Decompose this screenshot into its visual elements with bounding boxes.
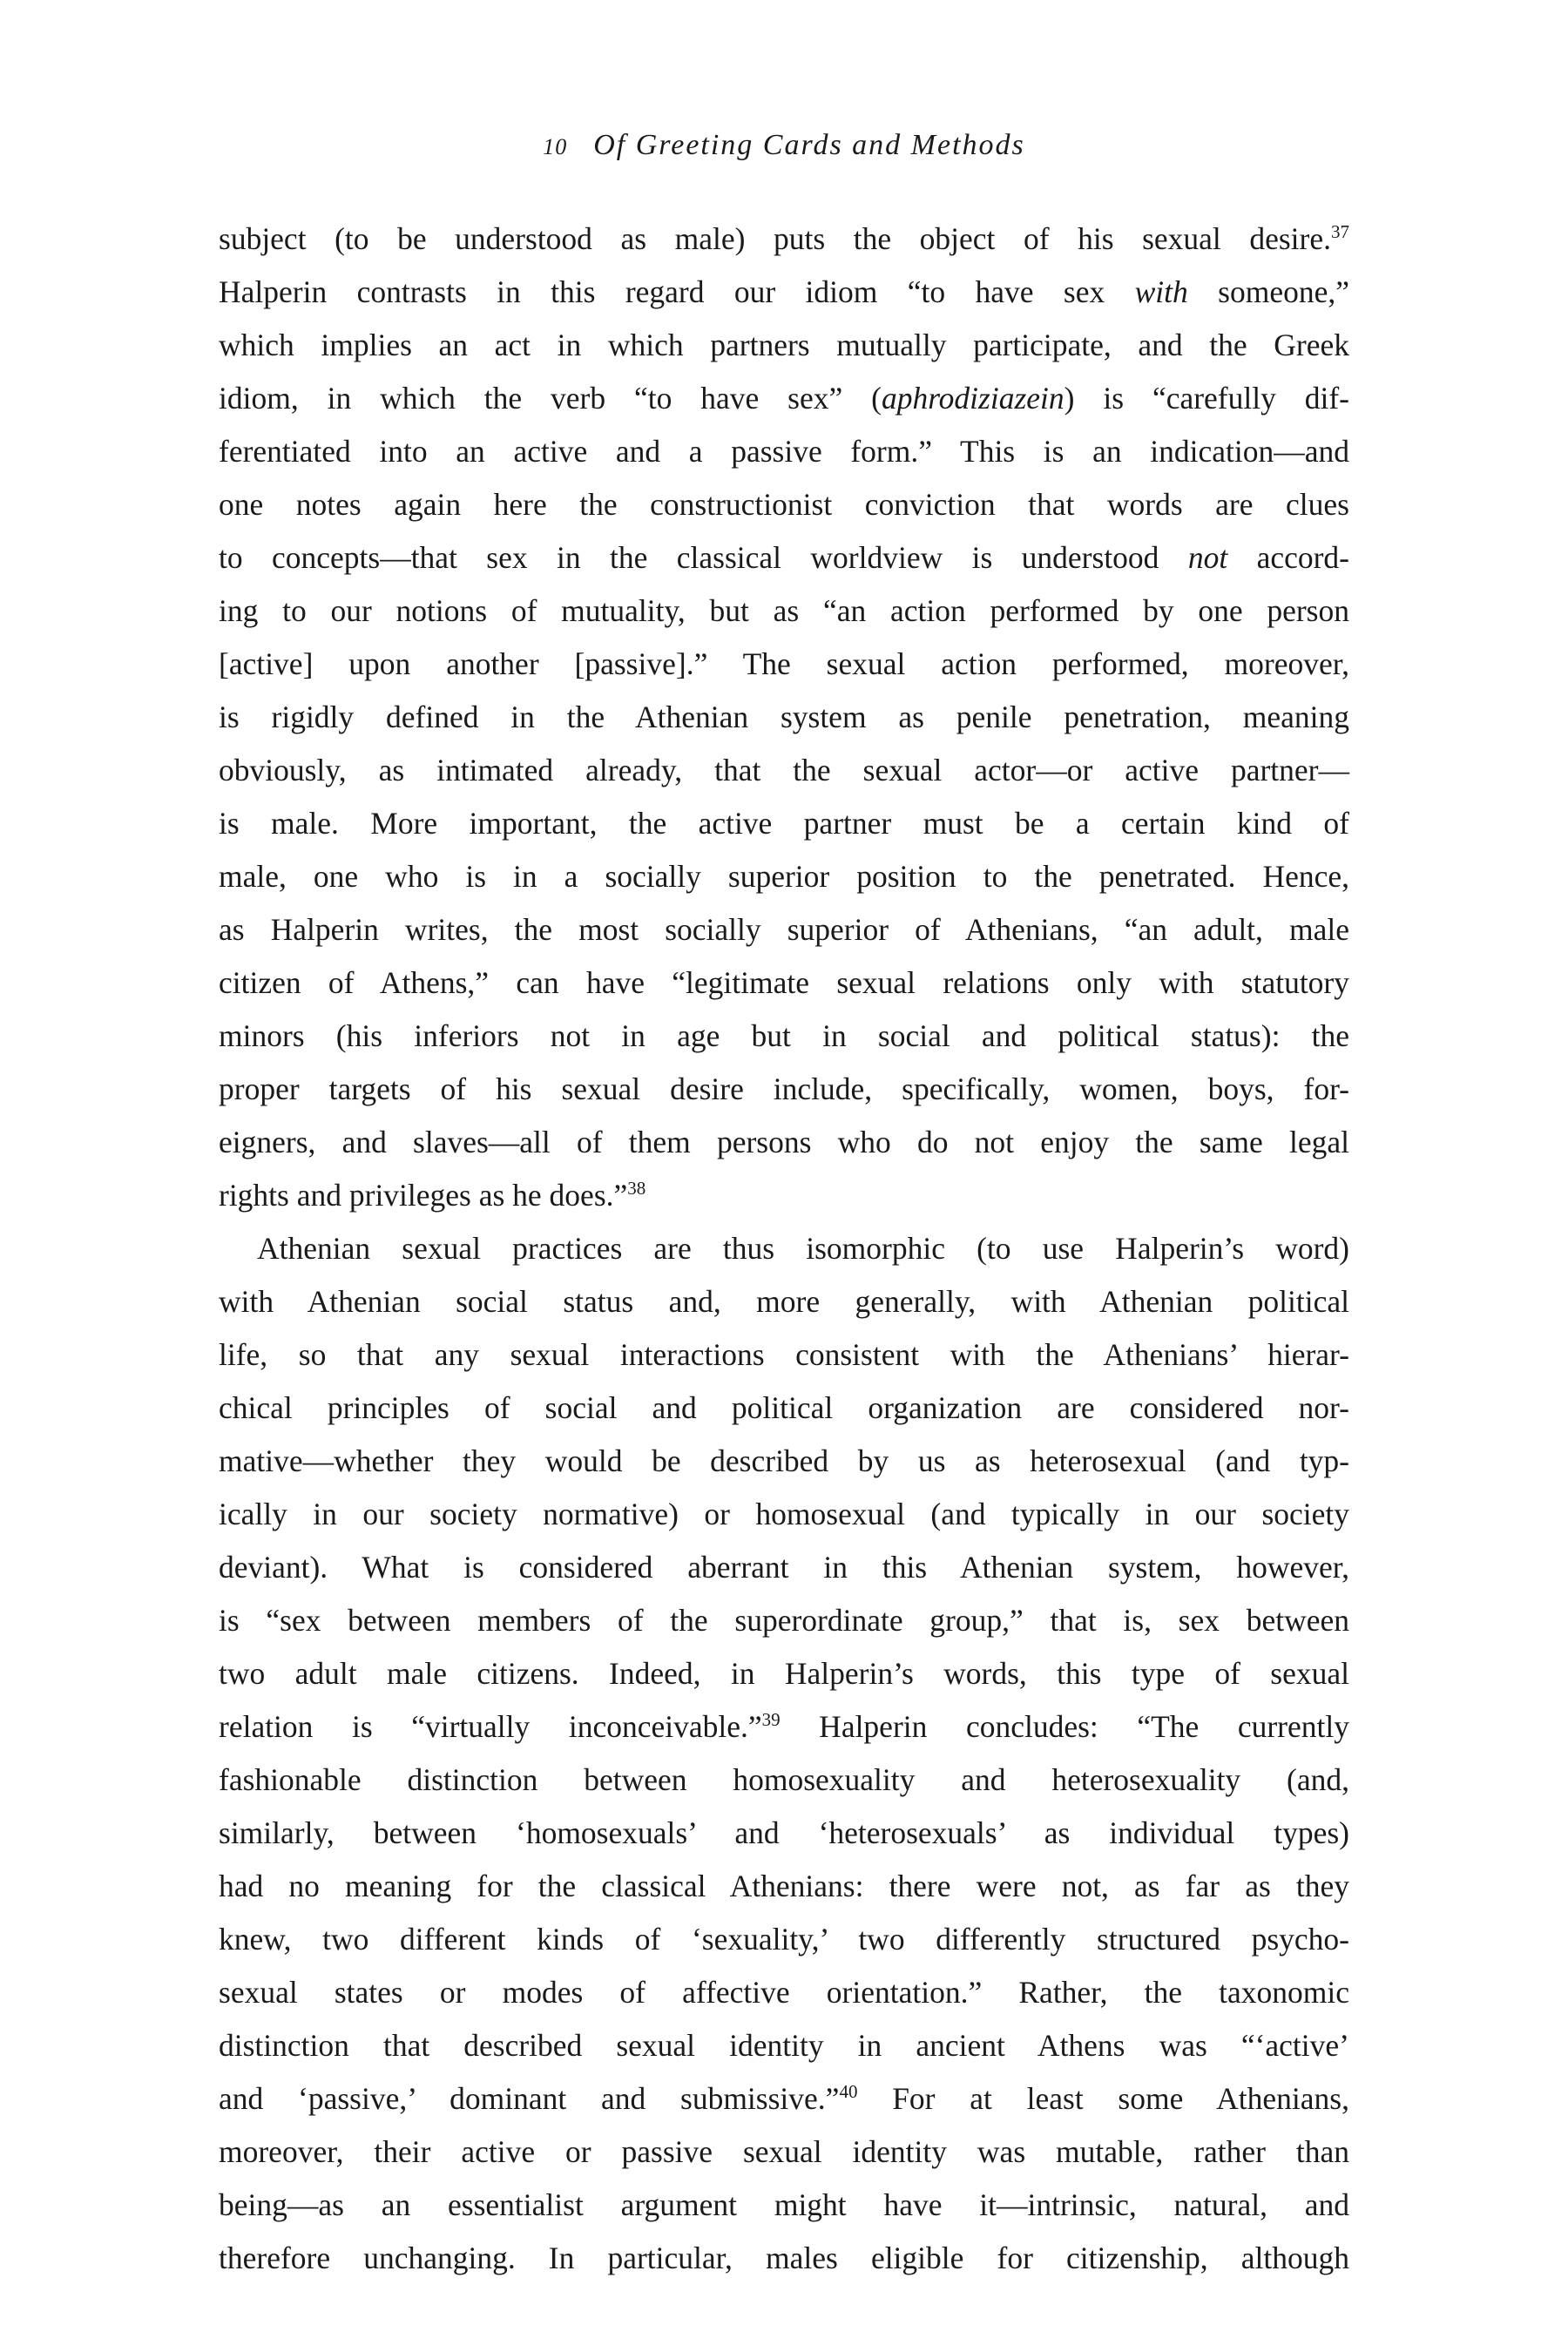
text-line [219,691,1349,744]
text-run: Halperin contrasts in this regard our idiom “to have sex [219,274,1135,309]
text-run: life, so that any sexual interactions consistent with the Athenians’ hierar- [219,1337,1349,1372]
text-run: For at least some Athenians, [857,2081,1349,2116]
text-line [219,956,1349,1010]
text-run: ferentiated into an active and a passive form.” This is an indication—and [219,434,1349,469]
text-line [219,425,1349,478]
text-line [219,638,1349,691]
text-run: ically in our society normative) or homosexual (and typically in our society [219,1497,1349,1531]
text-run: being—as an essentialist argument might have it—intrinsic, natural, and [219,2187,1349,2222]
text-run: citizen of Athens,” can have “legitimate sexual relations only with statutory [219,965,1349,1000]
text-line [219,1807,1349,1860]
body-text [219,213,1349,2285]
text-line [219,1222,1349,1275]
text-run: is “sex between members of the superordinate group,” that is, sex between [219,1603,1349,1638]
text-line [219,850,1349,903]
text-line [219,531,1349,585]
text-run: similarly, between ‘homosexuals’ and ‘heterosexuals’ as individual types) [219,1815,1349,1850]
text-run: two adult male citizens. Indeed, in Halperin’s words, this type of sexual [219,1656,1349,1691]
text-line [219,1647,1349,1700]
text-line [219,1700,1349,1754]
text-line [219,1860,1349,1913]
text-run: obviously, as intimated already, that the sexual actor—or active partner— [219,753,1349,787]
text-run: is male. More important, the active partner must be a certain kind of [219,806,1349,841]
text-line [219,744,1349,797]
text-line [219,372,1349,425]
text-run: is rigidly defined in the Athenian system as penile penetration, meaning [219,700,1349,734]
text-run: subject (to be understood as male) puts the object of his sexual desire. [219,221,1331,256]
text-run: sexual states or modes of affective orientation.” Rather, the taxonomic [219,1975,1349,2010]
text-line [219,1966,1349,2019]
italic-text: not [1187,540,1228,575]
text-run: knew, two different kinds of ‘sexuality,’ two differently structured psycho- [219,1922,1349,1957]
text-run: one notes again here the constructionist conviction that words are clues [219,487,1349,522]
text-run: and ‘passive,’ dominant and submissive.” [219,2081,840,2116]
text-run: which implies an act in which partners mutually participate, and the Greek [219,328,1349,362]
text-run: ing to our notions of mutuality, but as “an action performed by one person [219,593,1349,628]
text-line [219,1913,1349,1966]
text-run: male, one who is in a socially superior position to the penetrated. Hence, [219,859,1349,894]
page-number: 10 [543,134,568,159]
text-run: minors (his inferiors not in age but in social and political status): the [219,1018,1349,1053]
text-run: ) is “carefully dif- [1064,381,1349,416]
text-run: mative—whether they would be described by us as heterosexual (and typ- [219,1443,1349,1478]
text-line [219,2072,1349,2126]
footnote-ref: 40 [839,2081,858,2102]
text-run: accord- [1227,540,1350,575]
text-run: had no meaning for the classical Athenians: there were not, as far as they [219,1869,1349,1903]
text-line [219,478,1349,531]
text-line [219,1169,1349,1222]
text-line [219,1063,1349,1116]
text-line [219,903,1349,956]
text-run: therefore unchanging. In particular, males eligible for citizenship, although [219,2240,1349,2275]
text-run: with Athenian social status and, more generally, with Athenian political [219,1284,1349,1319]
text-line [219,319,1349,372]
text-line [219,1116,1349,1169]
footnote-ref: 37 [1331,221,1349,242]
running-title: Of Greeting Cards and Methods [593,129,1025,161]
text-line [219,797,1349,850]
text-run: to concepts—that sex in the classical worldview is understood [219,540,1188,575]
text-run: distinction that described sexual identity in ancient Athens was “‘active’ [219,2028,1349,2063]
text-run: moreover, their active or passive sexual identity was mutable, rather than [219,2134,1349,2169]
text-line [219,1328,1349,1382]
text-line [219,1541,1349,1594]
italic-text: aphrodiziazein [881,381,1064,416]
text-run: Halperin concludes: “The currently [780,1709,1349,1744]
text-run: proper targets of his sexual desire include, specifically, women, boys, for- [219,1071,1349,1106]
text-line [219,2179,1349,2232]
italic-text: with [1134,274,1188,309]
text-run: relation is “virtually inconceivable.” [219,1709,762,1744]
text-run: chical principles of social and political organization are considered nor- [219,1390,1349,1425]
text-run: idiom, in which the verb “to have sex” ( [219,381,882,416]
footnote-ref: 38 [627,1178,646,1199]
text-line [219,1275,1349,1328]
text-line [219,213,1349,266]
text-line [219,1010,1349,1063]
text-line [219,1754,1349,1807]
running-header [0,129,1568,162]
text-line [219,1488,1349,1541]
text-run: Athenian sexual practices are thus isomorphic (to use Halperin’s word) [257,1231,1349,1266]
text-run: as Halperin writes, the most socially superior of Athenians, “an adult, male [219,912,1349,947]
text-run: rights and privileges as he does.” [219,1178,628,1213]
text-line [219,1594,1349,1647]
text-run: deviant). What is considered aberrant in this Athenian system, however, [219,1550,1349,1585]
text-line [219,2126,1349,2179]
text-line [219,585,1349,638]
text-run: someone,” [1187,274,1349,309]
text-line [219,266,1349,319]
text-line [219,1382,1349,1435]
text-line [219,2232,1349,2285]
text-run: [active] upon another [passive].” The sexual action performed, moreover, [219,646,1349,681]
text-line [219,1435,1349,1488]
text-line [219,2019,1349,2072]
text-run: eigners, and slaves—all of them persons who do not enjoy the same legal [219,1125,1349,1159]
footnote-ref: 39 [761,1709,781,1730]
text-run: fashionable distinction between homosexuality and heterosexuality (and, [219,1762,1349,1797]
